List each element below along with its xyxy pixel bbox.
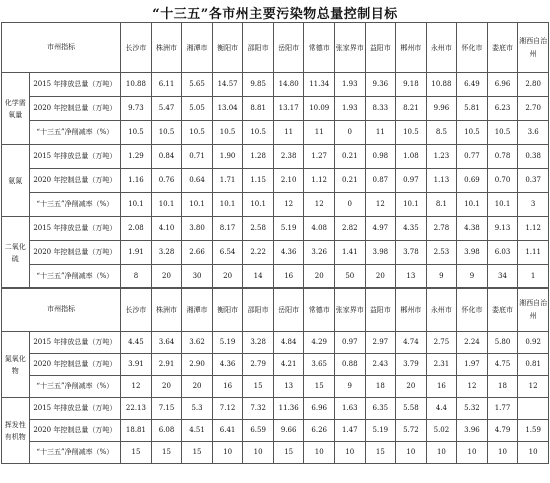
city-header: 岳阳市	[273, 288, 304, 332]
city-header: 湘潭市	[182, 23, 213, 73]
value-cell: 2.90	[182, 354, 213, 376]
value-cell: 13	[273, 376, 304, 398]
indicator-label: 2015 年排放总量（万吨）	[29, 217, 121, 241]
value-cell: 6.35	[365, 398, 396, 420]
value-cell: 10.1	[487, 193, 518, 217]
pollutant-category: 挥发性有机物	[2, 398, 30, 464]
value-cell: 10.88	[426, 73, 457, 97]
value-cell: 22.13	[121, 398, 152, 420]
value-cell: 10.5	[487, 121, 518, 145]
value-cell: 10	[457, 442, 488, 464]
table-row	[2, 217, 549, 241]
value-cell: 8.17	[212, 217, 243, 241]
value-cell: 10.1	[457, 193, 488, 217]
value-cell: 20	[151, 265, 182, 289]
city-header: 湘西自治州	[518, 23, 549, 73]
table-row	[2, 332, 549, 354]
city-header: 郴州市	[396, 288, 427, 332]
value-cell: 1.97	[457, 354, 488, 376]
header-row	[2, 23, 549, 73]
value-cell: 4.38	[457, 217, 488, 241]
value-cell: 12	[121, 376, 152, 398]
city-header: 张家界市	[335, 23, 366, 73]
value-cell: 10	[335, 442, 366, 464]
value-cell: 10.5	[243, 121, 274, 145]
pollutant-category: 氮氧化物	[2, 332, 30, 398]
value-cell: 18.81	[121, 420, 152, 442]
value-cell: 10	[212, 442, 243, 464]
value-cell: 0.21	[335, 145, 366, 169]
value-cell: 9.36	[365, 73, 396, 97]
indicator-label: “十三五”净削减率（%）	[29, 442, 121, 464]
city-header: 怀化市	[457, 288, 488, 332]
value-cell: 3.78	[396, 241, 427, 265]
value-cell: 2.97	[365, 332, 396, 354]
value-cell: 6.03	[487, 241, 518, 265]
value-cell: 4.35	[396, 217, 427, 241]
value-cell: 3.28	[243, 332, 274, 354]
value-cell: 1.93	[335, 73, 366, 97]
value-cell: 10	[426, 442, 457, 464]
value-cell: 13	[396, 265, 427, 289]
pollutant-category: 二氧化硫	[2, 217, 30, 289]
value-cell: 18	[365, 376, 396, 398]
table-row	[2, 265, 549, 289]
value-cell: 4.45	[121, 332, 152, 354]
value-cell: 15	[243, 376, 274, 398]
value-cell: 4.10	[151, 217, 182, 241]
table-row	[2, 442, 549, 464]
value-cell: 9	[457, 265, 488, 289]
value-cell: 2.58	[243, 217, 274, 241]
value-cell: 14.80	[273, 73, 304, 97]
indicator-header: 市州指标	[2, 23, 121, 73]
value-cell: 3.64	[151, 332, 182, 354]
value-cell: 11	[304, 121, 335, 145]
value-cell: 3	[518, 193, 549, 217]
value-cell: 2.70	[518, 97, 549, 121]
value-cell: 12	[457, 376, 488, 398]
indicator-header: 市州指标	[2, 288, 121, 332]
city-header: 郴州市	[396, 23, 427, 73]
table-row	[2, 145, 549, 169]
value-cell: 12	[518, 376, 549, 398]
city-header: 邵阳市	[243, 288, 274, 332]
value-cell: 0.87	[365, 169, 396, 193]
city-header: 娄底市	[487, 23, 518, 73]
value-cell: 4.21	[273, 354, 304, 376]
value-cell: 4.36	[273, 241, 304, 265]
value-cell: 20	[396, 376, 427, 398]
value-cell: 10.1	[182, 193, 213, 217]
value-cell: 0.71	[182, 145, 213, 169]
city-header: 湘潭市	[182, 288, 213, 332]
value-cell: 6.23	[487, 97, 518, 121]
value-cell: 0.84	[151, 145, 182, 169]
value-cell: 10.1	[396, 193, 427, 217]
value-cell: 5.65	[182, 73, 213, 97]
value-cell: 2.24	[457, 332, 488, 354]
value-cell: 16	[426, 376, 457, 398]
value-cell: 3.79	[396, 354, 427, 376]
value-cell: 20	[304, 265, 335, 289]
value-cell: 5.81	[457, 97, 488, 121]
value-cell: 1.93	[335, 97, 366, 121]
table-row	[2, 73, 549, 97]
value-cell: 15	[182, 442, 213, 464]
value-cell	[518, 398, 549, 420]
value-cell: 30	[182, 265, 213, 289]
value-cell: 1.12	[518, 217, 549, 241]
value-cell: 10	[243, 442, 274, 464]
value-cell: 0.37	[518, 169, 549, 193]
value-cell: 10	[396, 442, 427, 464]
header-row	[2, 288, 549, 332]
value-cell: 16	[273, 265, 304, 289]
value-cell: 2.79	[243, 354, 274, 376]
value-cell: 15	[151, 442, 182, 464]
value-cell: 4.51	[182, 420, 213, 442]
value-cell: 8.81	[243, 97, 274, 121]
value-cell: 5.47	[151, 97, 182, 121]
value-cell: 0.38	[518, 145, 549, 169]
value-cell: 10.5	[182, 121, 213, 145]
value-cell: 10	[304, 442, 335, 464]
indicator-label: “十三五”净削减率（%）	[29, 193, 121, 217]
value-cell: 0.77	[457, 145, 488, 169]
value-cell: 5.19	[273, 217, 304, 241]
value-cell: 50	[335, 265, 366, 289]
indicator-label: “十三五”净削减率（%）	[29, 265, 121, 289]
value-cell: 10.1	[212, 193, 243, 217]
value-cell: 6.96	[487, 73, 518, 97]
value-cell: 8	[121, 265, 152, 289]
value-cell: 4.4	[426, 398, 457, 420]
value-cell: 3.28	[151, 241, 182, 265]
value-cell: 3.91	[121, 354, 152, 376]
indicator-label: 2020 年控制总量（万吨）	[29, 241, 121, 265]
value-cell: 1.77	[487, 398, 518, 420]
value-cell: 20	[212, 265, 243, 289]
city-header: 长沙市	[121, 288, 152, 332]
value-cell: 1.41	[335, 241, 366, 265]
value-cell: 8.1	[426, 193, 457, 217]
value-cell: 10.88	[121, 73, 152, 97]
pollutant-table-upper	[1, 22, 549, 289]
table-row	[2, 121, 549, 145]
value-cell: 20	[151, 376, 182, 398]
city-header: 衡阳市	[212, 23, 243, 73]
value-cell: 10.1	[151, 193, 182, 217]
document-title: “十三五”各市州主要污染物总量控制目标	[152, 7, 398, 22]
value-cell: 7.15	[151, 398, 182, 420]
value-cell: 9.13	[487, 217, 518, 241]
value-cell: 15	[365, 442, 396, 464]
value-cell: 2.38	[273, 145, 304, 169]
value-cell: 9.73	[121, 97, 152, 121]
indicator-label: 2020 年控制总量（万吨）	[29, 420, 121, 442]
indicator-label: “十三五”净削减率（%）	[29, 376, 121, 398]
value-cell: 1.27	[304, 145, 335, 169]
value-cell: 0.97	[396, 169, 427, 193]
value-cell: 16	[212, 376, 243, 398]
value-cell: 4.79	[487, 420, 518, 442]
value-cell: 9.96	[426, 97, 457, 121]
value-cell: 1.71	[212, 169, 243, 193]
city-header: 株洲市	[151, 288, 182, 332]
table-row	[2, 398, 549, 420]
value-cell: 34	[487, 265, 518, 289]
value-cell: 2.22	[243, 241, 274, 265]
value-cell: 18	[487, 376, 518, 398]
city-header: 益阳市	[365, 288, 396, 332]
pollutant-table-lower	[1, 287, 549, 464]
value-cell: 3.26	[304, 241, 335, 265]
value-cell: 10.5	[396, 121, 427, 145]
value-cell: 5.32	[457, 398, 488, 420]
value-cell: 15	[273, 442, 304, 464]
value-cell: 4.75	[487, 354, 518, 376]
value-cell: 1.91	[121, 241, 152, 265]
indicator-label: “十三五”净削减率（%）	[29, 121, 121, 145]
city-header: 娄底市	[487, 288, 518, 332]
pollutant-category: 氨氮	[2, 145, 30, 217]
value-cell: 10.5	[151, 121, 182, 145]
value-cell: 1.15	[243, 169, 274, 193]
value-cell: 3.6	[518, 121, 549, 145]
value-cell: 9.18	[396, 73, 427, 97]
city-header: 永州市	[426, 23, 457, 73]
value-cell: 2.75	[426, 332, 457, 354]
indicator-label: 2015 年排放总量（万吨）	[29, 73, 121, 97]
city-header: 张家界市	[335, 288, 366, 332]
value-cell: 14	[243, 265, 274, 289]
value-cell: 7.12	[212, 398, 243, 420]
value-cell: 0.81	[518, 354, 549, 376]
value-cell: 4.84	[273, 332, 304, 354]
value-cell: 6.49	[457, 73, 488, 97]
value-cell: 3.98	[457, 241, 488, 265]
value-cell: 3.65	[304, 354, 335, 376]
city-header: 常德市	[304, 23, 335, 73]
value-cell: 2.53	[426, 241, 457, 265]
value-cell: 13.17	[273, 97, 304, 121]
value-cell: 6.54	[212, 241, 243, 265]
city-header: 永州市	[426, 288, 457, 332]
value-cell: 10.1	[121, 193, 152, 217]
value-cell: 2.82	[335, 217, 366, 241]
indicator-label: 2020 年控制总量（万吨）	[29, 354, 121, 376]
city-header: 株洲市	[151, 23, 182, 73]
value-cell: 0.21	[335, 169, 366, 193]
value-cell: 3.98	[365, 241, 396, 265]
value-cell: 1.11	[518, 241, 549, 265]
value-cell: 1.90	[212, 145, 243, 169]
value-cell: 0.69	[457, 169, 488, 193]
value-cell: 11.36	[273, 398, 304, 420]
value-cell: 10.09	[304, 97, 335, 121]
value-cell: 12	[304, 193, 335, 217]
value-cell: 0.98	[365, 145, 396, 169]
table-row	[2, 241, 549, 265]
table-row	[2, 169, 549, 193]
value-cell: 6.41	[212, 420, 243, 442]
city-header: 邵阳市	[243, 23, 274, 73]
value-cell: 3.96	[457, 420, 488, 442]
value-cell: 9.85	[243, 73, 274, 97]
value-cell: 1.28	[243, 145, 274, 169]
value-cell: 10	[487, 442, 518, 464]
value-cell: 5.72	[396, 420, 427, 442]
value-cell: 3.62	[182, 332, 213, 354]
value-cell: 7.32	[243, 398, 274, 420]
value-cell: 1.12	[304, 169, 335, 193]
value-cell: 9	[335, 376, 366, 398]
value-cell: 1	[518, 265, 549, 289]
value-cell: 13.04	[212, 97, 243, 121]
value-cell: 2.66	[182, 241, 213, 265]
value-cell: 2.31	[426, 354, 457, 376]
value-cell: 1.47	[335, 420, 366, 442]
value-cell: 10.5	[121, 121, 152, 145]
value-cell: 0.76	[151, 169, 182, 193]
value-cell: 12	[365, 193, 396, 217]
value-cell: 3.80	[182, 217, 213, 241]
value-cell: 2.10	[273, 169, 304, 193]
indicator-label: 2020 年控制总量（万吨）	[29, 97, 121, 121]
value-cell: 11	[273, 121, 304, 145]
value-cell: 1.29	[121, 145, 152, 169]
city-header: 益阳市	[365, 23, 396, 73]
value-cell: 1.63	[335, 398, 366, 420]
city-header: 岳阳市	[273, 23, 304, 73]
value-cell: 6.08	[151, 420, 182, 442]
value-cell: 8.33	[365, 97, 396, 121]
value-cell: 0.70	[487, 169, 518, 193]
value-cell: 8.21	[396, 97, 427, 121]
value-cell: 0	[335, 193, 366, 217]
value-cell: 11.34	[304, 73, 335, 97]
value-cell: 6.26	[304, 420, 335, 442]
value-cell: 8.5	[426, 121, 457, 145]
city-header: 怀化市	[457, 23, 488, 73]
value-cell: 2.43	[365, 354, 396, 376]
value-cell: 2.80	[518, 73, 549, 97]
value-cell: 0.64	[182, 169, 213, 193]
value-cell: 10.5	[457, 121, 488, 145]
value-cell: 5.3	[182, 398, 213, 420]
value-cell: 20	[182, 376, 213, 398]
value-cell: 0.78	[487, 145, 518, 169]
value-cell: 2.78	[426, 217, 457, 241]
indicator-label: 2015 年排放总量（万吨）	[29, 145, 121, 169]
value-cell: 9.66	[273, 420, 304, 442]
value-cell: 6.11	[151, 73, 182, 97]
value-cell: 15	[304, 376, 335, 398]
value-cell: 0.88	[335, 354, 366, 376]
table-row	[2, 420, 549, 442]
value-cell: 11	[365, 121, 396, 145]
value-cell: 12	[273, 193, 304, 217]
indicator-label: 2015 年排放总量（万吨）	[29, 332, 121, 354]
value-cell: 10.5	[212, 121, 243, 145]
city-header: 衡阳市	[212, 288, 243, 332]
value-cell: 4.29	[304, 332, 335, 354]
value-cell: 15	[121, 442, 152, 464]
value-cell: 4.08	[304, 217, 335, 241]
value-cell: 1.08	[396, 145, 427, 169]
value-cell: 14.57	[212, 73, 243, 97]
value-cell: 4.97	[365, 217, 396, 241]
value-cell: 0	[335, 121, 366, 145]
value-cell: 1.13	[426, 169, 457, 193]
indicator-label: 2020 年控制总量（万吨）	[29, 169, 121, 193]
value-cell: 5.02	[426, 420, 457, 442]
value-cell: 5.58	[396, 398, 427, 420]
value-cell: 5.19	[212, 332, 243, 354]
value-cell: 10.1	[243, 193, 274, 217]
value-cell: 5.19	[365, 420, 396, 442]
value-cell: 0.97	[335, 332, 366, 354]
value-cell: 2.08	[121, 217, 152, 241]
table-row	[2, 376, 549, 398]
value-cell: 0.92	[518, 332, 549, 354]
indicator-label: 2015 年排放总量（万吨）	[29, 398, 121, 420]
value-cell: 6.96	[304, 398, 335, 420]
city-header: 长沙市	[121, 23, 152, 73]
value-cell: 20	[365, 265, 396, 289]
table-row	[2, 354, 549, 376]
value-cell: 5.05	[182, 97, 213, 121]
value-cell: 4.74	[396, 332, 427, 354]
value-cell: 1.23	[426, 145, 457, 169]
value-cell: 5.80	[487, 332, 518, 354]
table-row	[2, 97, 549, 121]
city-header: 常德市	[304, 288, 335, 332]
value-cell: 1.16	[121, 169, 152, 193]
city-header: 湘西自治州	[518, 288, 549, 332]
value-cell: 10	[518, 442, 549, 464]
value-cell: 9	[426, 265, 457, 289]
value-cell: 6.59	[243, 420, 274, 442]
table-row	[2, 193, 549, 217]
pollutant-category: 化学需氧量	[2, 73, 30, 145]
value-cell: 4.36	[212, 354, 243, 376]
value-cell: 2.91	[151, 354, 182, 376]
value-cell: 1.59	[518, 420, 549, 442]
